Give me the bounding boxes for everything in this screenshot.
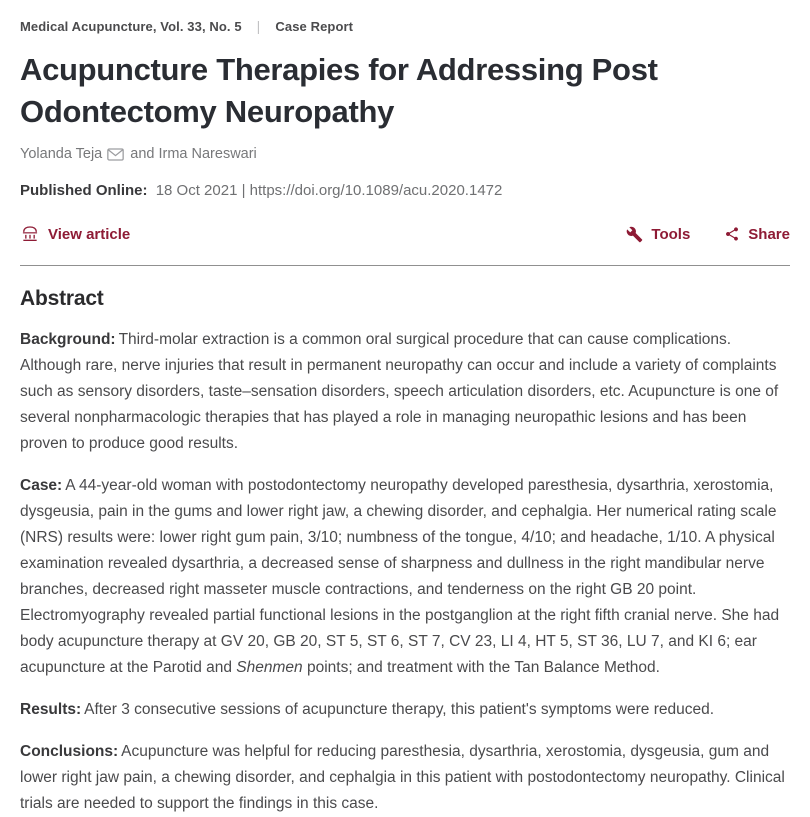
- case-italic-term: Shenmen: [236, 659, 303, 676]
- tools-button[interactable]: [626, 226, 690, 243]
- view-article-button[interactable]: [20, 224, 130, 244]
- published-date-doi[interactable]: 18 Oct 2021 | https://doi.org/10.1089/acu.2020.1472: [155, 182, 503, 199]
- conclusions-label: Conclusions:: [20, 743, 119, 760]
- author-conjunction: and: [130, 146, 155, 162]
- abstract-background-paragraph: [20, 327, 790, 457]
- results-text: After 3 consecutive sessions of acupuncture therapy, this patient's symptoms were reduced.: [84, 701, 715, 718]
- article-type-label[interactable]: Case Report: [275, 18, 354, 34]
- tools-label: Tools: [651, 225, 691, 243]
- background-label: Background:: [20, 331, 116, 348]
- author-name-2[interactable]: Irma Nareswari: [158, 146, 257, 162]
- wrench-icon: [626, 226, 643, 243]
- results-label: Results:: [20, 701, 82, 718]
- share-icon: [724, 226, 740, 242]
- journal-citation[interactable]: Medical Acupuncture, Vol. 33, No. 5: [20, 18, 242, 34]
- published-label: Published Online:: [20, 182, 148, 199]
- article-toolbar: [20, 224, 790, 244]
- background-text: Third-molar extraction is a common oral surgical procedure that can cause complications. Although rare, nerve injuries that result in permanent neuropathy can occur and include a variety of complaints such as sensory disorders, taste–sensation disorders, speech articulation disorders, etc. Acupuncture is one of several nonpharmacologic therapies that has played a role in managing neuropathic lesions and has been proven to produce good results.: [20, 331, 779, 452]
- view-article-label: View article: [48, 225, 131, 243]
- section-divider: [20, 265, 790, 266]
- envelope-icon[interactable]: [107, 148, 124, 161]
- abstract-case-paragraph: [20, 473, 790, 681]
- share-label: Share: [748, 225, 790, 243]
- abstract-results-paragraph: [20, 697, 790, 723]
- case-text-after: points; and treatment with the Tan Balance Method.: [302, 659, 660, 676]
- case-text-before: A 44-year-old woman with postodontectomy neuropathy developed paresthesia, dysarthria, xerostomia, dysgeusia, pain in the gums and lower right jaw, a chewing disorder, and cephalgia. Her numerical rating scale (NRS) results were: lower right gum pain, 3/10; numbness of the tongue, 4/10; and headache, 1/10. A physical examination revealed dysarthria, a decreased sense of sharpness and dullness in the right mandibular nerve branches, decreased right masseter muscle contractions, and tenderness on the right GB 20 point. Electromyography revealed partial functional lesions in the postganglion at the right fifth cranial nerve. She had body acupuncture therapy at GV 20, GB 20, ST 5, ST 6, ST 7, CV 23, LI 4, HT 5, ST 36, LU 7, and KI 6; ear acupuncture at the Parotid and: [20, 477, 780, 676]
- share-button[interactable]: [724, 226, 790, 243]
- breadcrumb-separator: |: [256, 18, 261, 34]
- case-label: Case:: [20, 477, 63, 494]
- journal-breadcrumb: [20, 18, 790, 34]
- conclusions-text: Acupuncture was helpful for reducing paresthesia, dysarthria, xerostomia, dysgeusia, gum and lower right jaw pain, a chewing disorder, and cephalgia in this patient with postodontectomy neuropathy. Clinical trials are needed to support the findings in this case.: [20, 743, 785, 812]
- abstract-conclusions-paragraph: [20, 739, 790, 817]
- published-line: [20, 182, 790, 199]
- author-name-1[interactable]: Yolanda Teja: [20, 146, 103, 162]
- institution-icon: [20, 224, 40, 244]
- authors-line: [20, 146, 790, 162]
- page-title: Acupuncture Therapies for Addressing Post Odontectomy Neuropathy: [20, 52, 658, 129]
- abstract-heading: Abstract: [20, 287, 104, 310]
